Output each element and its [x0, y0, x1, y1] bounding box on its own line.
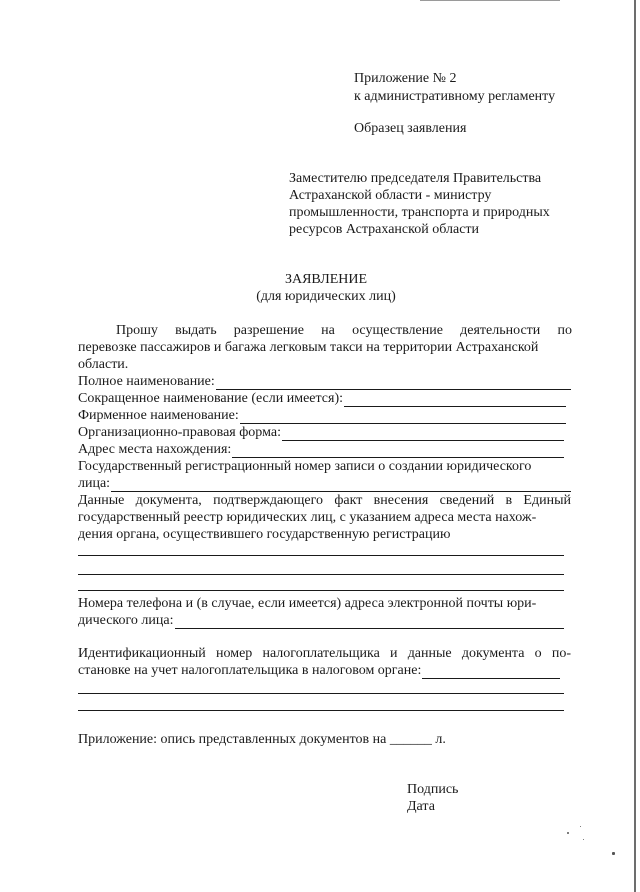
appendix-reference: к административному регламенту	[354, 89, 556, 104]
short-name-label: Сокращенное наименование (если имеется):	[78, 391, 344, 406]
phone-label-line-2: дического лица:	[78, 613, 174, 628]
reg-number-field[interactable]	[78, 475, 571, 492]
attachment-prefix: Приложение: опись представленных документов на	[78, 732, 387, 747]
inn-label-line-1: Идентификационный номер налогоплательщика и данные документа о по-	[78, 646, 571, 661]
address-field[interactable]	[78, 441, 564, 458]
signature-label: Подпись	[407, 782, 459, 797]
page-edge-shadow	[634, 0, 636, 892]
document-subtitle: (для юридических лиц)	[256, 289, 396, 304]
inn-label-line-2: становке на учет налогоплательщика в налоговом органе:	[78, 663, 422, 678]
inn-blank[interactable]	[422, 665, 560, 679]
document-title: ЗАЯВЛЕНИЕ	[284, 272, 368, 287]
phone-label-line-1: Номера телефона и (в случае, если имеется) адреса электронной почты юри-	[78, 596, 537, 611]
sample-label: Образец заявления	[354, 121, 467, 136]
brand-name-field[interactable]	[78, 407, 566, 424]
phone-blank[interactable]	[175, 615, 565, 629]
document-blank-line-1[interactable]	[78, 555, 564, 556]
inn-blank-line-3[interactable]	[78, 710, 564, 711]
short-name-blank[interactable]	[344, 393, 566, 407]
inn-field[interactable]	[78, 662, 560, 679]
inn-blank-line-2[interactable]	[78, 693, 564, 694]
document-label-line-1: Данные документа, подтверждающего факт внесения сведений в Единый	[78, 493, 571, 508]
address-blank[interactable]	[232, 444, 564, 458]
addressee-line-4: ресурсов Астраханской области	[289, 222, 480, 237]
intro-line-1: Прошу выдать разрешение на осуществление деятельности по	[116, 323, 572, 338]
full-name-blank[interactable]	[216, 376, 571, 390]
full-name-label: Полное наименование:	[78, 374, 215, 389]
addressee-line-3: промышленности, транспорта и природных	[289, 205, 550, 220]
scan-speck	[583, 839, 584, 840]
reg-number-label-line-1: Государственный регистрационный номер записи о создании юридического	[78, 459, 532, 474]
scan-speck	[580, 826, 581, 827]
document-blank-line-2[interactable]	[78, 574, 564, 575]
legal-form-field[interactable]	[78, 424, 564, 441]
date-label: Дата	[407, 799, 435, 814]
brand-name-label: Фирменное наименование:	[78, 408, 239, 423]
address-label: Адрес места нахождения:	[78, 442, 232, 457]
document-label-line-3: дения органа, осуществившего государственную регистрацию	[78, 527, 451, 542]
addressee-line-1: Заместителю председателя Правительства	[289, 171, 542, 186]
intro-line-3: области.	[78, 357, 129, 372]
document-blank-line-3[interactable]	[78, 590, 564, 591]
document-label-line-2: государственный реестр юридических лиц, с указанием адреса места нахож-	[78, 510, 537, 525]
scan-speck	[612, 852, 615, 855]
page-top-edge	[420, 0, 560, 1]
reg-number-blank[interactable]	[111, 478, 571, 492]
attachment-pages-blank[interactable]: ______	[389, 732, 432, 747]
intro-line-2: перевозке пассажиров и багажа легковым такси на территории Астраханской	[78, 340, 539, 355]
phone-field[interactable]	[78, 612, 564, 629]
attachment-line	[78, 731, 446, 748]
reg-number-label-line-2: лица:	[78, 476, 111, 491]
full-name-field[interactable]	[78, 373, 571, 390]
appendix-number: Приложение № 2	[354, 71, 457, 86]
legal-form-blank[interactable]	[282, 427, 564, 441]
scan-speck	[567, 832, 569, 834]
attachment-suffix: л.	[435, 732, 446, 747]
brand-name-blank[interactable]	[240, 410, 566, 424]
addressee-line-2: Астраханской области - министру	[289, 188, 492, 203]
legal-form-label: Организационно-правовая форма:	[78, 425, 281, 440]
short-name-field[interactable]	[78, 390, 566, 407]
